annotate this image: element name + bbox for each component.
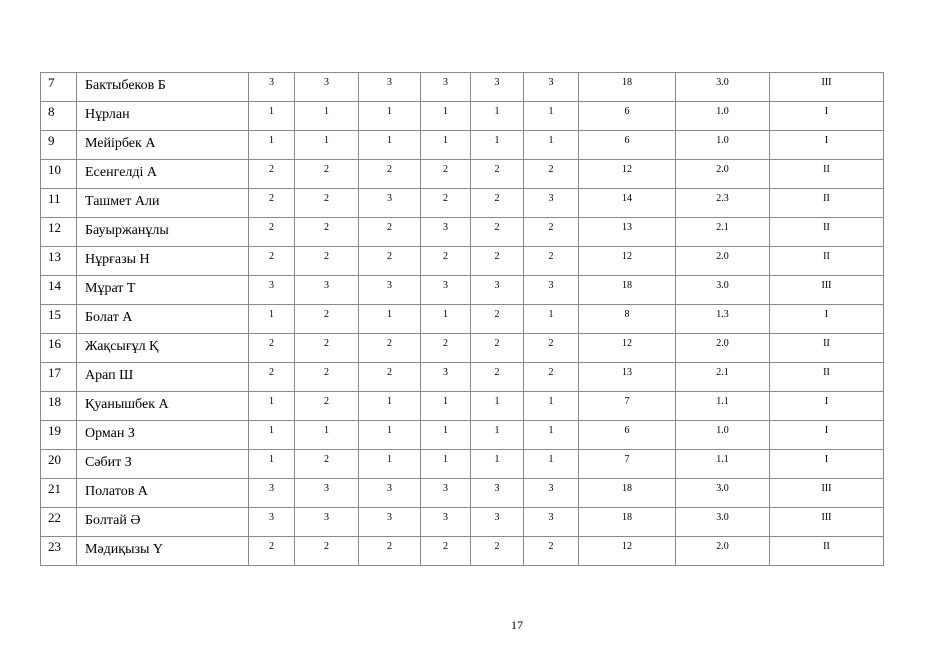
level-cell: II bbox=[770, 537, 884, 566]
level-cell: I bbox=[770, 450, 884, 479]
student-name-cell: Мәдиқызы Ү bbox=[77, 537, 249, 566]
table-row bbox=[41, 218, 884, 247]
score-cell: 3 bbox=[471, 479, 524, 508]
score-cell: 1 bbox=[524, 102, 579, 131]
score-cell: 2 bbox=[359, 334, 421, 363]
total-cell: 12 bbox=[579, 160, 676, 189]
average-cell: 3.0 bbox=[676, 508, 770, 537]
score-cell: 3 bbox=[524, 276, 579, 305]
score-cell: 1 bbox=[249, 102, 295, 131]
total-cell: 14 bbox=[579, 189, 676, 218]
score-cell: 2 bbox=[295, 537, 359, 566]
average-cell: 2.1 bbox=[676, 363, 770, 392]
row-number-cell: 21 bbox=[41, 479, 77, 508]
score-cell: 3 bbox=[249, 276, 295, 305]
table-row bbox=[41, 305, 884, 334]
score-cell: 2 bbox=[359, 363, 421, 392]
level-cell: III bbox=[770, 73, 884, 102]
row-number-cell: 20 bbox=[41, 450, 77, 479]
student-name-cell: Есенгелді А bbox=[77, 160, 249, 189]
student-name-cell: Болат А bbox=[77, 305, 249, 334]
average-cell: 1.0 bbox=[676, 131, 770, 160]
row-number-cell: 17 bbox=[41, 363, 77, 392]
score-cell: 1 bbox=[421, 450, 471, 479]
total-cell: 18 bbox=[579, 508, 676, 537]
score-cell: 1 bbox=[359, 421, 421, 450]
table-row bbox=[41, 537, 884, 566]
score-cell: 2 bbox=[295, 247, 359, 276]
score-cell: 1 bbox=[249, 392, 295, 421]
score-cell: 2 bbox=[471, 363, 524, 392]
total-cell: 13 bbox=[579, 363, 676, 392]
score-cell: 3 bbox=[249, 479, 295, 508]
score-cell: 3 bbox=[359, 189, 421, 218]
score-cell: 2 bbox=[524, 363, 579, 392]
score-cell: 1 bbox=[421, 421, 471, 450]
level-cell: I bbox=[770, 305, 884, 334]
score-cell: 2 bbox=[295, 450, 359, 479]
level-cell: II bbox=[770, 363, 884, 392]
score-cell: 2 bbox=[471, 189, 524, 218]
row-number-cell: 19 bbox=[41, 421, 77, 450]
score-cell: 1 bbox=[524, 421, 579, 450]
row-number-cell: 9 bbox=[41, 131, 77, 160]
score-cell: 3 bbox=[524, 479, 579, 508]
total-cell: 6 bbox=[579, 421, 676, 450]
student-name-cell: Бактыбеков Б bbox=[77, 73, 249, 102]
score-cell: 3 bbox=[295, 479, 359, 508]
score-cell: 2 bbox=[421, 537, 471, 566]
score-cell: 2 bbox=[295, 392, 359, 421]
student-name-cell: Мұрат Т bbox=[77, 276, 249, 305]
score-cell: 3 bbox=[524, 189, 579, 218]
table-row bbox=[41, 160, 884, 189]
score-cell: 2 bbox=[471, 305, 524, 334]
student-name-cell: Жақсығұл Қ bbox=[77, 334, 249, 363]
score-cell: 3 bbox=[471, 73, 524, 102]
total-cell: 12 bbox=[579, 247, 676, 276]
table-row bbox=[41, 334, 884, 363]
score-cell: 3 bbox=[524, 508, 579, 537]
average-cell: 1.0 bbox=[676, 102, 770, 131]
score-cell: 2 bbox=[524, 537, 579, 566]
level-cell: I bbox=[770, 421, 884, 450]
score-cell: 2 bbox=[471, 537, 524, 566]
score-cell: 3 bbox=[421, 218, 471, 247]
row-number-cell: 12 bbox=[41, 218, 77, 247]
score-cell: 2 bbox=[359, 160, 421, 189]
score-cell: 2 bbox=[249, 537, 295, 566]
student-name-cell: Ташмет Али bbox=[77, 189, 249, 218]
table-row bbox=[41, 131, 884, 160]
score-cell: 1 bbox=[249, 131, 295, 160]
score-cell: 2 bbox=[471, 218, 524, 247]
score-cell: 2 bbox=[249, 247, 295, 276]
row-number-cell: 11 bbox=[41, 189, 77, 218]
total-cell: 13 bbox=[579, 218, 676, 247]
student-name-cell: Мейірбек А bbox=[77, 131, 249, 160]
student-name-cell: Болтай Ә bbox=[77, 508, 249, 537]
score-cell: 3 bbox=[249, 73, 295, 102]
average-cell: 2.0 bbox=[676, 247, 770, 276]
total-cell: 7 bbox=[579, 392, 676, 421]
average-cell: 3.0 bbox=[676, 479, 770, 508]
average-cell: 1.1 bbox=[676, 392, 770, 421]
average-cell: 1.1 bbox=[676, 450, 770, 479]
score-cell: 2 bbox=[359, 537, 421, 566]
grades-table-body bbox=[41, 73, 884, 566]
level-cell: I bbox=[770, 392, 884, 421]
score-cell: 1 bbox=[471, 392, 524, 421]
score-cell: 1 bbox=[295, 131, 359, 160]
score-cell: 1 bbox=[421, 102, 471, 131]
row-number-cell: 15 bbox=[41, 305, 77, 334]
total-cell: 6 bbox=[579, 102, 676, 131]
score-cell: 3 bbox=[421, 73, 471, 102]
score-cell: 3 bbox=[295, 508, 359, 537]
score-cell: 2 bbox=[295, 363, 359, 392]
score-cell: 1 bbox=[249, 450, 295, 479]
table-row bbox=[41, 73, 884, 102]
student-name-cell: Сәбит З bbox=[77, 450, 249, 479]
total-cell: 12 bbox=[579, 334, 676, 363]
average-cell: 2.0 bbox=[676, 160, 770, 189]
score-cell: 2 bbox=[295, 334, 359, 363]
score-cell: 3 bbox=[295, 276, 359, 305]
score-cell: 1 bbox=[471, 102, 524, 131]
total-cell: 8 bbox=[579, 305, 676, 334]
level-cell: III bbox=[770, 479, 884, 508]
score-cell: 2 bbox=[421, 189, 471, 218]
score-cell: 1 bbox=[524, 305, 579, 334]
level-cell: III bbox=[770, 508, 884, 537]
score-cell: 2 bbox=[249, 160, 295, 189]
average-cell: 1.3 bbox=[676, 305, 770, 334]
student-name-cell: Арап Ш bbox=[77, 363, 249, 392]
score-cell: 1 bbox=[359, 102, 421, 131]
student-name-cell: Нұрғазы Н bbox=[77, 247, 249, 276]
average-cell: 2.0 bbox=[676, 334, 770, 363]
level-cell: I bbox=[770, 102, 884, 131]
total-cell: 18 bbox=[579, 73, 676, 102]
page-number: 17 bbox=[511, 618, 523, 632]
total-cell: 18 bbox=[579, 276, 676, 305]
score-cell: 3 bbox=[359, 479, 421, 508]
row-number-cell: 18 bbox=[41, 392, 77, 421]
table-row bbox=[41, 189, 884, 218]
table-row bbox=[41, 450, 884, 479]
score-cell: 1 bbox=[295, 102, 359, 131]
table-row bbox=[41, 247, 884, 276]
average-cell: 3.0 bbox=[676, 276, 770, 305]
score-cell: 2 bbox=[421, 160, 471, 189]
row-number-cell: 7 bbox=[41, 73, 77, 102]
score-cell: 3 bbox=[471, 276, 524, 305]
score-cell: 3 bbox=[359, 508, 421, 537]
score-cell: 2 bbox=[295, 218, 359, 247]
row-number-cell: 16 bbox=[41, 334, 77, 363]
score-cell: 2 bbox=[421, 334, 471, 363]
score-cell: 2 bbox=[524, 218, 579, 247]
table-row bbox=[41, 479, 884, 508]
score-cell: 1 bbox=[359, 392, 421, 421]
score-cell: 2 bbox=[471, 334, 524, 363]
score-cell: 1 bbox=[359, 131, 421, 160]
score-cell: 1 bbox=[249, 305, 295, 334]
table-row bbox=[41, 421, 884, 450]
average-cell: 1.0 bbox=[676, 421, 770, 450]
row-number-cell: 13 bbox=[41, 247, 77, 276]
score-cell: 2 bbox=[249, 363, 295, 392]
score-cell: 2 bbox=[295, 189, 359, 218]
score-cell: 2 bbox=[295, 160, 359, 189]
table-row bbox=[41, 392, 884, 421]
level-cell: II bbox=[770, 247, 884, 276]
score-cell: 1 bbox=[524, 392, 579, 421]
score-cell: 1 bbox=[359, 450, 421, 479]
score-cell: 2 bbox=[359, 247, 421, 276]
score-cell: 2 bbox=[249, 334, 295, 363]
row-number-cell: 10 bbox=[41, 160, 77, 189]
row-number-cell: 22 bbox=[41, 508, 77, 537]
score-cell: 3 bbox=[359, 73, 421, 102]
score-cell: 2 bbox=[524, 334, 579, 363]
average-cell: 3.0 bbox=[676, 73, 770, 102]
score-cell: 1 bbox=[295, 421, 359, 450]
total-cell: 6 bbox=[579, 131, 676, 160]
score-cell: 2 bbox=[359, 218, 421, 247]
level-cell: II bbox=[770, 334, 884, 363]
score-cell: 2 bbox=[524, 160, 579, 189]
average-cell: 2.3 bbox=[676, 189, 770, 218]
average-cell: 2.1 bbox=[676, 218, 770, 247]
score-cell: 2 bbox=[421, 247, 471, 276]
grades-table bbox=[40, 72, 884, 566]
score-cell: 3 bbox=[471, 508, 524, 537]
score-cell: 3 bbox=[421, 276, 471, 305]
total-cell: 12 bbox=[579, 537, 676, 566]
score-cell: 2 bbox=[249, 218, 295, 247]
level-cell: II bbox=[770, 160, 884, 189]
table-row bbox=[41, 508, 884, 537]
score-cell: 1 bbox=[249, 421, 295, 450]
score-cell: 3 bbox=[421, 508, 471, 537]
student-name-cell: Орман З bbox=[77, 421, 249, 450]
score-cell: 2 bbox=[524, 247, 579, 276]
row-number-cell: 14 bbox=[41, 276, 77, 305]
score-cell: 1 bbox=[471, 131, 524, 160]
student-name-cell: Нұрлан bbox=[77, 102, 249, 131]
score-cell: 3 bbox=[421, 363, 471, 392]
student-name-cell: Бауыржанұлы bbox=[77, 218, 249, 247]
level-cell: I bbox=[770, 131, 884, 160]
row-number-cell: 23 bbox=[41, 537, 77, 566]
score-cell: 2 bbox=[471, 247, 524, 276]
score-cell: 1 bbox=[359, 305, 421, 334]
score-cell: 1 bbox=[524, 450, 579, 479]
level-cell: III bbox=[770, 276, 884, 305]
score-cell: 3 bbox=[524, 73, 579, 102]
student-name-cell: Қуанышбек А bbox=[77, 392, 249, 421]
score-cell: 3 bbox=[359, 276, 421, 305]
score-cell: 1 bbox=[524, 131, 579, 160]
score-cell: 2 bbox=[471, 160, 524, 189]
score-cell: 1 bbox=[471, 450, 524, 479]
level-cell: II bbox=[770, 218, 884, 247]
score-cell: 1 bbox=[421, 305, 471, 334]
score-cell: 1 bbox=[421, 131, 471, 160]
average-cell: 2.0 bbox=[676, 537, 770, 566]
score-cell: 2 bbox=[295, 305, 359, 334]
total-cell: 18 bbox=[579, 479, 676, 508]
row-number-cell: 8 bbox=[41, 102, 77, 131]
score-cell: 3 bbox=[249, 508, 295, 537]
table-row bbox=[41, 276, 884, 305]
level-cell: II bbox=[770, 189, 884, 218]
score-cell: 3 bbox=[295, 73, 359, 102]
student-name-cell: Полатов А bbox=[77, 479, 249, 508]
score-cell: 1 bbox=[471, 421, 524, 450]
table-row bbox=[41, 102, 884, 131]
score-cell: 1 bbox=[421, 392, 471, 421]
table-row bbox=[41, 363, 884, 392]
score-cell: 3 bbox=[421, 479, 471, 508]
total-cell: 7 bbox=[579, 450, 676, 479]
score-cell: 2 bbox=[249, 189, 295, 218]
